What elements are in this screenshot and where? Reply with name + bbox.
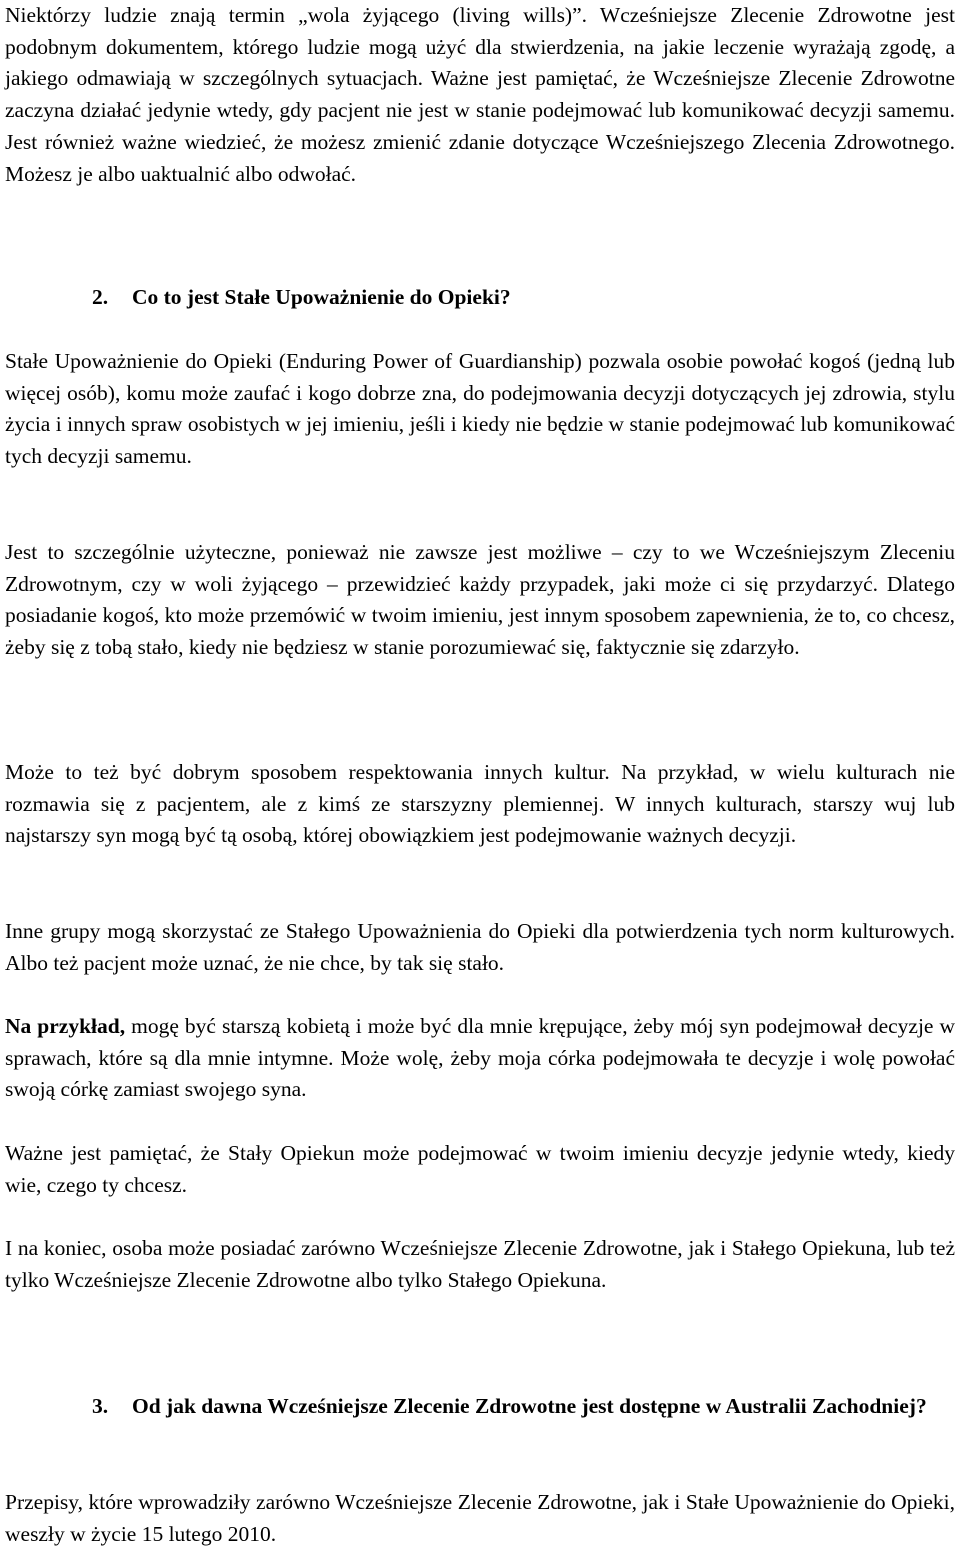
paragraph-guardianship-definition: Stałe Upoważnienie do Opieki (Enduring Power of Guardianship) pozwala osobie powołać kogoś (jedną lub więcej osób), komu może zaufać i kogo dobrze zna, do podejmowania decyzji dotyczących jej zdrowia, stylu życia i innych spraw osobistych w jej imieniu, jeśli i kiedy nie będzie w stanie podejmować lub komunikować tych decyzji samemu. <box>5 349 955 469</box>
example-lead: Na przykład, <box>5 1014 126 1038</box>
paragraph-example <box>5 1011 955 1106</box>
paragraph-legislation: Przepisy, które wprowadziły zarówno Wcześniejsze Zlecenie Zdrowotne, jak i Stałe Upoważnienie do Opieki, weszły w życie 15 lutego 2010. <box>5 1490 955 1546</box>
paragraph-conclusion: I na koniec, osoba może posiadać zarówno Wcześniejsze Zlecenie Zdrowotne, jak i Stałego Opiekuna, lub też tylko Wcześniejsze Zlecenie Zdrowotne albo tylko Stałego Opiekuna. <box>5 1236 955 1292</box>
paragraph-living-wills: Niektórzy ludzie znają termin „wola żyjącego (living wills)”. Wcześniejsze Zlecenie Zdrowotne jest podobnym dokumentem, którego ludzie mogą użyć dla stwierdzenia, na jakie leczenie wyrażają zgodę, a jakiego odmawiają w szczególnych sytuacjach. Ważne jest pamiętać, że Wcześniejsze Zlecenie Zdrowotne zaczyna działać jedynie wtedy, gdy pacjent nie jest w stanie podejmować lub komunikować decyzji samemu. Jest również ważne wiedzieć, że możesz zmienić zdanie dotyczące Wcześniejszego Zlecenia Zdrowotnego. Możesz je albo uaktualnić albo odwołać. <box>5 3 955 186</box>
section-heading-3 <box>92 1391 932 1423</box>
section-title: Co to jest Stałe Upoważnienie do Opieki? <box>132 285 511 309</box>
section-heading-2 <box>92 282 932 314</box>
paragraph-cultures: Może to też być dobrym sposobem respektowania innych kultur. Na przykład, w wielu kulturach nie rozmawia się z pacjentem, ale z kimś ze starszyzny plemiennej. W innych kulturach, starszy wuj lub najstarszy syn mogą być tą osobą, której obowiązkiem jest podejmowanie ważnych decyzji. <box>5 760 955 848</box>
section-number: 2. <box>92 285 109 309</box>
section-title: Od jak dawna Wcześniejsze Zlecenie Zdrowotne jest dostępne w Australii Zachodniej? <box>132 1394 927 1418</box>
paragraph-cultural-norms: Inne grupy mogą skorzystać ze Stałego Upoważnienia do Opieki dla potwierdzenia tych norm kulturowych. Albo też pacjent może uznać, że nie chce, by tak się stało. <box>5 919 955 975</box>
section-number: 3. <box>92 1394 109 1418</box>
paragraph-usefulness: Jest to szczególnie użyteczne, ponieważ nie zawsze jest możliwe – czy to we Wcześniejszym Zleceniu Zdrowotnym, czy w woli żyjącego – przewidzieć każdy przypadek, jaki może ci się przydarzyć. Dlatego posiadanie kogoś, kto może przemówić w twoim imieniu, jest innym sposobem zapewnienia, że to, co chcesz, żeby się z tobą stało, kiedy nie będziesz w stanie porozumiewać się, faktycznie się zdarzyło. <box>5 540 955 660</box>
document-page <box>5 0 955 1550</box>
paragraph-guardian-decisions: Ważne jest pamiętać, że Stały Opiekun może podejmować w twoim imieniu decyzje jedynie wtedy, kiedy wie, czego ty chcesz. <box>5 1141 955 1197</box>
example-text: mogę być starszą kobietą i może być dla mnie krępujące, żeby mój syn podejmował decyzje w sprawach, które są dla mnie intymne. Może wolę, żeby moja córka podejmowała te decyzje i wolę powołać swoją córkę zamiast swojego syna. <box>5 1014 955 1102</box>
